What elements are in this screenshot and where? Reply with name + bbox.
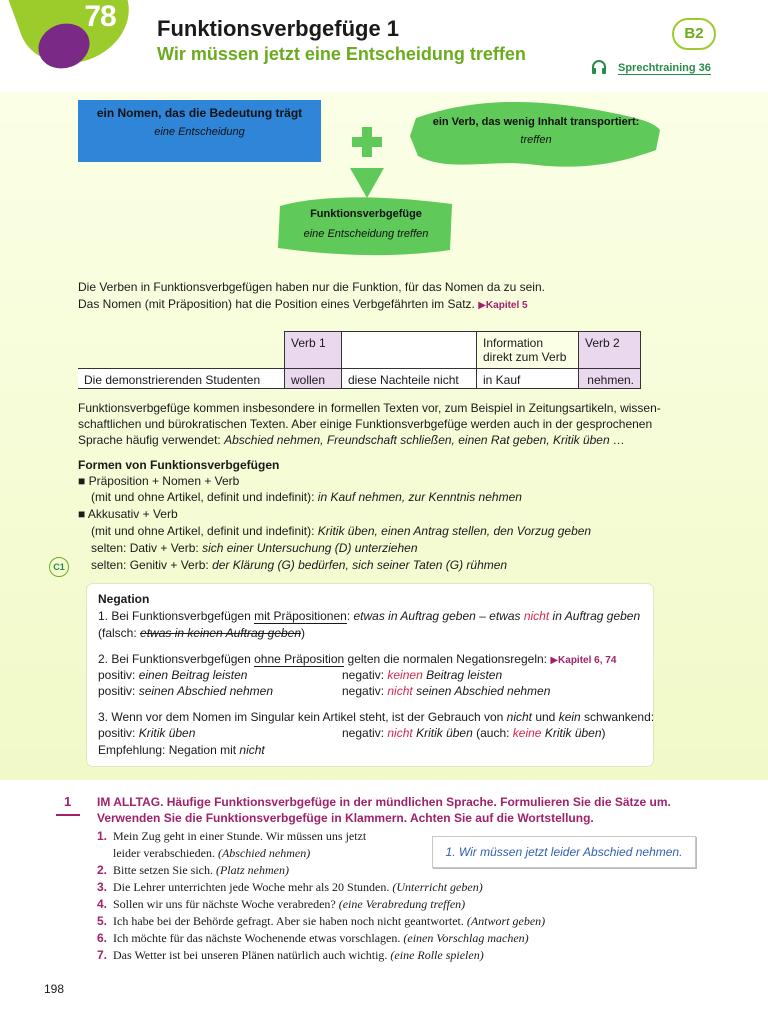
exercise-item-5: [97, 914, 545, 929]
example-table: [78, 331, 641, 389]
neg3-example: Kritik üben: [412, 726, 477, 740]
np1-b: :: [346, 609, 354, 623]
page-title: Funktionsverbgefüge 1: [157, 16, 400, 41]
verb-banner: [408, 100, 664, 172]
formen-genitiv-label: selten: Genitiv + Verb:: [91, 558, 213, 572]
neg2-label: negativ:: [342, 684, 388, 698]
exercise-number-underline: [56, 814, 80, 816]
kapitel-6-74-link[interactable]: ▶ Kapitel 6, 74: [550, 655, 616, 666]
neg1-label: negativ:: [342, 668, 388, 682]
intro-line-1: Die Verben in Funktionsverbgefügen haben nur die Funktion, für das Nomen da zu sein.: [78, 280, 545, 294]
bullet-square-icon: ■: [78, 474, 86, 488]
formen-bullet-2-detail: [91, 523, 591, 539]
table-header-info-line2: direkt zum Verb: [483, 350, 567, 364]
item-text: Das Wetter ist bei unseren Plänen natürlich auch wichtig.: [113, 948, 391, 962]
pos3-label: positiv:: [98, 726, 139, 740]
item-number: 4.: [97, 897, 108, 911]
verb-banner-title: ein Verb, das wenig Inhalt transportiert:: [432, 116, 640, 128]
formen-dativ: [91, 540, 418, 556]
formen-b2-detail-text: (mit und ohne Artikel, definit und indefinit):: [91, 524, 318, 538]
exercise-instructions-line2: Verwenden Sie die Funktionsverbgefüge in Klammern. Achten Sie auf die Wortstellung.: [97, 811, 594, 825]
item-text: Bitte setzen Sie sich.: [113, 863, 216, 877]
table-header-verb1: Verb 1: [284, 331, 341, 368]
plus-icon: [350, 125, 384, 159]
exercise-item-6: [97, 931, 529, 946]
result-banner-example: eine Entscheidung treffen: [303, 228, 429, 240]
usage-examples: Abschied nehmen, Freundschaft schließen, einen Rat geben, Kritik üben …: [224, 433, 625, 447]
arrow-down-icon: [350, 168, 384, 198]
np3-nicht: nicht: [506, 710, 532, 724]
bullet-square-icon: ■: [78, 507, 86, 521]
table-cell-subject: Die demonstrierenden Studenten: [78, 368, 284, 389]
item-text: Die Lehrer unterrichten jede Woche mehr als 20 Stunden.: [113, 880, 393, 894]
pos1-example: einen Beitrag leisten: [138, 668, 248, 682]
np2-a: 2. Bei Funktionsverbgefügen: [98, 652, 255, 666]
item-hint: (Platz nehmen): [215, 863, 289, 877]
np2-b: gelten die normalen Negationsregeln:: [344, 652, 551, 666]
formen-genitiv-example: der Klärung (G) bedürfen, sich seiner Taten (G) rühmen: [212, 558, 508, 572]
noun-box-title: ein Nomen, das die Bedeutung trägt: [96, 106, 303, 120]
kapitel-link[interactable]: ▶ Kapitel 5: [478, 300, 527, 311]
item-hint: (einen Vorschlag machen): [403, 931, 529, 945]
example-answer-card: 1. Wir müssen jetzt leider Abschied nehmen.: [432, 836, 696, 868]
np1-underline: mit Präpositionen: [254, 609, 347, 623]
pos3-example: Kritik üben: [138, 726, 196, 740]
neg-pos3: [98, 726, 195, 740]
neg3-red: nicht: [387, 726, 413, 740]
exercise-instructions-line1: IM ALLTAG. Häufige Funktionsverbgefüge in der mündlichen Sprache. Formulieren Sie die Sätze um.: [97, 795, 671, 809]
intro-line-2-text: Das Nomen (mit Präposition) hat die Position eines Verbgefährten im Satz.: [78, 297, 475, 311]
item-number: 2.: [97, 863, 108, 877]
exercise-item-4: [97, 897, 465, 912]
np3-kein: kein: [558, 710, 581, 724]
formen-bullet-1-detail: [91, 489, 522, 505]
np2-underline: ohne Präposition: [254, 652, 345, 666]
neg3-auch-red: keine: [512, 726, 542, 740]
neg3-auch-b: ): [601, 726, 606, 740]
neg3-auch-example: Kritik üben: [541, 726, 602, 740]
page-number: 198: [44, 982, 65, 996]
formen-dativ-label: selten: Dativ + Verb:: [91, 541, 203, 555]
item-text: leider verabschieden.: [113, 846, 218, 860]
item-hint: (Abschied nehmen): [217, 846, 311, 860]
item-number: 3.: [97, 880, 108, 894]
neg2-red: nicht: [387, 684, 413, 698]
formen-b1-detail-text: (mit und ohne Artikel, definit und indefinit):: [91, 490, 318, 504]
np1-ex1: etwas in Auftrag geben: [353, 609, 476, 623]
item-number: 1.: [97, 829, 108, 843]
exercise-item-1: [97, 829, 366, 844]
formen-dativ-example: sich einer Untersuchung (D) unterziehen: [202, 541, 418, 555]
neg1-example: Beitrag leisten: [422, 668, 503, 682]
exercise-number: 1: [64, 794, 72, 809]
item-hint: (eine Rolle spielen): [390, 948, 484, 962]
item-hint: (Antwort geben): [466, 914, 546, 928]
page-subtitle: Wir müssen jetzt eine Entscheidung treffen: [157, 44, 526, 64]
noun-box: [78, 100, 321, 162]
np3-a: 3. Wenn vor dem Nomen im Singular kein Artikel steht, ist der Gebrauch von: [98, 710, 507, 724]
empf-a: Empfehlung: Negation mit: [98, 743, 240, 757]
exercise-item-1-cont: [113, 846, 310, 861]
pos2-label: positiv:: [98, 684, 139, 698]
pos1-label: positiv:: [98, 668, 139, 682]
neg-pos2: [98, 684, 273, 698]
neg-neg2: [342, 684, 550, 698]
np1-ex2b: in Auftrag geben: [549, 609, 641, 623]
level-badge: B2: [672, 18, 716, 50]
table-cell-mid: diese Nachteile nicht: [341, 368, 477, 389]
table-cell-info: in Kauf: [477, 368, 579, 389]
headphones-icon[interactable]: [590, 58, 608, 76]
np3-und: und: [532, 710, 559, 724]
item-number: 7.: [97, 948, 108, 962]
result-banner: [276, 196, 456, 258]
negation-empfehlung: [98, 743, 265, 757]
formen-heading: Formen von Funktionsverbgefügen: [78, 458, 280, 472]
formen-bullet-2: [78, 506, 178, 522]
noun-box-example: eine Entscheidung: [154, 126, 245, 138]
exercise-item-7: [97, 948, 484, 963]
pos2-example: seinen Abschied nehmen: [138, 684, 274, 698]
item-hint: (eine Verabredung treffen): [338, 897, 466, 911]
lesson-number: 78: [84, 0, 116, 33]
item-hint: (Unterricht geben): [392, 880, 483, 894]
item-text: Ich möchte für das nächste Wochenende etwas vorschlagen.: [113, 931, 404, 945]
np1-false-strike: etwas in keinen Auftrag geben: [140, 626, 302, 640]
formen-bullet-1-text: Präposition + Nomen + Verb: [88, 474, 240, 488]
negation-point-1-false: [98, 626, 305, 640]
exercise-instructions: [97, 794, 697, 826]
exercise-item-2: [97, 863, 289, 878]
np1-dash: –: [475, 609, 490, 623]
neg-neg3: [342, 726, 606, 740]
item-text: Ich habe bei der Behörde gefragt. Aber sie haben noch nicht geantwortet.: [113, 914, 467, 928]
negation-point-2: [98, 652, 616, 666]
neg3-auch-a: (auch:: [476, 726, 513, 740]
table-header-empty: [341, 331, 477, 368]
neg1-red: keinen: [387, 668, 423, 682]
neg2-example: seinen Abschied nehmen: [412, 684, 551, 698]
exercise-item-3: [97, 880, 483, 895]
np1-ex2a: etwas: [489, 609, 524, 623]
item-number: 5.: [97, 914, 108, 928]
neg-pos1: [98, 668, 247, 682]
verb-banner-example: treffen: [520, 134, 552, 146]
empf-nicht: nicht: [239, 743, 265, 757]
intro-line-2: [78, 296, 528, 314]
usage-line-1: Funktionsverbgefüge kommen insbesondere in formellen Texten vor, zum Beispiel in Zeitungsartikeln, wissen-: [78, 401, 661, 415]
result-banner-title: Funktionsverbgefüge: [310, 208, 422, 220]
item-text: Mein Zug geht in einer Stunde. Wir müssen uns jetzt: [113, 829, 367, 843]
neg3-label: negativ:: [342, 726, 388, 740]
formen-b2-examples: Kritik üben, einen Antrag stellen, den Vorzug geben: [317, 524, 592, 538]
usage-line-3: [78, 432, 625, 448]
np1-a: 1. Bei Funktionsverbgefügen: [98, 609, 255, 623]
table-header-verb2: Verb 2: [579, 331, 641, 368]
table-header-info-line1: Information: [483, 336, 544, 350]
negation-point-1: [98, 609, 640, 623]
np1-nicht: nicht: [523, 609, 550, 623]
item-text: Sollen wir uns für nächste Woche verabreden?: [113, 897, 339, 911]
neg-neg1: [342, 668, 502, 682]
formen-bullet-1: [78, 473, 239, 489]
usage-line-3-text: Sprache häufig verwendet:: [78, 433, 225, 447]
table-cell-verb1: wollen: [284, 368, 341, 389]
formen-b1-examples: in Kauf nehmen, zur Kenntnis nehmen: [317, 490, 522, 504]
np3-b: schwankend:: [580, 710, 655, 724]
usage-line-2: schaftlichen und bürokratischen Texten. Aber einige Funktionsverbgefüge werden auch in der gesprochenen: [78, 417, 653, 431]
negation-point-3: [98, 710, 654, 724]
item-number: 6.: [97, 931, 108, 945]
np1-false-a: (falsch:: [98, 626, 141, 640]
c1-badge: C1: [49, 557, 69, 577]
negation-heading: Negation: [98, 592, 150, 606]
table-cell-verb2: nehmen.: [579, 368, 641, 389]
table-header-info: [477, 331, 579, 368]
formen-genitiv: [91, 557, 507, 573]
np1-false-b: ): [301, 626, 306, 640]
formen-bullet-2-text: Akkusativ + Verb: [87, 507, 178, 521]
sprechtraining-link[interactable]: Sprechtraining 36: [618, 62, 711, 74]
